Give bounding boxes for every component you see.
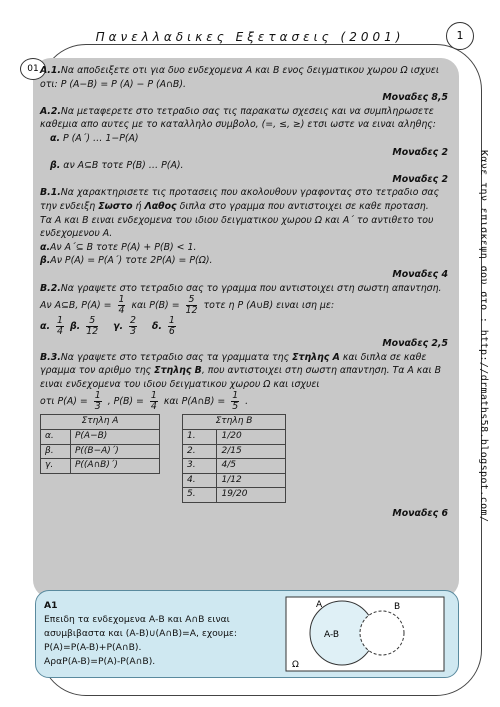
condition-text: , P(B) = bbox=[107, 396, 144, 408]
condition-text: οτι P(A) = bbox=[40, 396, 88, 408]
table-header-row bbox=[41, 415, 286, 430]
question-text: Να μεταφερετε στο τετραδιο σας τις παρακατω σχεσεις και να συμπληρωσετε καθεμια απο αυτες με το καταλληλο συμβολο, (=, ≤, ≥) ετσι ωστε να ειναι αληθης: bbox=[40, 105, 436, 131]
condition-text: Αν A⊆B, P(A) = bbox=[40, 300, 112, 312]
table-cell: 1/20 bbox=[217, 430, 286, 445]
set-a-label: A bbox=[316, 600, 323, 610]
option-label: γ. bbox=[113, 321, 124, 333]
condition-text: και P(A∩B) = bbox=[163, 396, 226, 408]
table-cell: 3. bbox=[183, 459, 217, 474]
column-header: Στηλη Α bbox=[41, 415, 160, 430]
page-number: 1 bbox=[446, 22, 474, 50]
item-label: α. bbox=[40, 241, 51, 253]
question-label: Β.3. bbox=[40, 351, 61, 363]
item-b1-b bbox=[40, 254, 448, 268]
item-text: Αν P(A) = P(A΄) τοτε 2P(A) = P(Ω). bbox=[50, 255, 213, 267]
table-cell: 2/15 bbox=[217, 444, 286, 459]
table-cell: β. bbox=[41, 444, 71, 459]
option-label: α. bbox=[40, 321, 51, 333]
side-link bbox=[477, 150, 491, 530]
item-text: Αν Α΄⊆ Β τοτε P(A) + P(B) < 1. bbox=[50, 241, 197, 253]
fraction: $\frac{1}{6}$ bbox=[168, 315, 175, 338]
answer-title: Α1 bbox=[44, 600, 58, 611]
page-title: Πανελλαδικες Εξετασεις (2001) bbox=[95, 30, 405, 44]
table-cell: P((B−A)΄) bbox=[70, 444, 159, 459]
table-cell: 19/20 bbox=[217, 488, 286, 503]
answer-text bbox=[44, 599, 280, 669]
condition-text: και P(B) = bbox=[131, 300, 180, 312]
table-cell: P((A∩B)΄) bbox=[70, 459, 159, 474]
b3-condition bbox=[40, 391, 448, 412]
blog-url-text: Κανε την επισκεψη σου στο : http://drmaths58.blogspot.com/ bbox=[478, 150, 489, 523]
table-cell: 5. bbox=[183, 488, 217, 503]
table-cell: α. bbox=[41, 430, 71, 445]
true-keyword: Σωστο bbox=[98, 200, 133, 212]
option-label: δ. bbox=[151, 321, 162, 333]
marks: Μοναδες 2 bbox=[392, 173, 448, 185]
item-label: β. bbox=[50, 160, 61, 172]
column-keyword: Στηλης Α bbox=[292, 351, 340, 363]
matching-table bbox=[40, 414, 286, 503]
answer-line: Επειδη τα ενδεχομενα Α-Β και Α∩Β ειναι bbox=[44, 614, 230, 625]
table-row bbox=[41, 488, 286, 503]
marks: Μοναδες 2 bbox=[392, 146, 448, 158]
set-b-circle bbox=[360, 611, 404, 655]
item-label: β. bbox=[40, 255, 51, 267]
question-text: και διπλα σε καθε γραμμα τον αριθμο της bbox=[40, 351, 427, 377]
question-b2 bbox=[40, 282, 448, 296]
venn-diagram bbox=[284, 595, 448, 673]
table-cell: 1. bbox=[183, 430, 217, 445]
table-cell: γ. bbox=[41, 459, 71, 474]
question-text: Να γραψετε στο τετραδιο σας το γραμμα που αντιστοιχει στη σωστη απαντηση. bbox=[60, 282, 442, 294]
item-a2-b bbox=[40, 159, 448, 173]
or-word: ή bbox=[135, 200, 142, 212]
question-label: Β.1. bbox=[40, 187, 61, 199]
question-text: , που αντιστοιχει στη σωστη απαντηση. Τα Α και Β ειναι ενδεχομενα του ιδιου δειγματικου χωρου Ω και ισχυει bbox=[40, 365, 442, 390]
question-text: διπλα στο γραμμα που αντιστοιχει σε καθε προταση. bbox=[179, 200, 429, 212]
condition-text: τοτε η P (A∪B) ειναι ιση με: bbox=[203, 300, 335, 312]
condition-text: . bbox=[245, 396, 249, 408]
exam-content bbox=[40, 64, 448, 521]
false-keyword: Λαθος bbox=[144, 200, 177, 212]
answer-box bbox=[35, 590, 459, 678]
table-cell: 4/5 bbox=[217, 459, 286, 474]
region-label: A-B bbox=[324, 630, 340, 640]
marks: Μοναδες 6 bbox=[392, 508, 448, 520]
fraction: $\frac{1}{5}$ bbox=[232, 390, 239, 413]
table-cell: 4. bbox=[183, 473, 217, 488]
b2-options bbox=[40, 316, 448, 337]
column-header: Στηλη Β bbox=[183, 415, 286, 430]
marks: Μοναδες 8,5 bbox=[382, 92, 448, 104]
fraction: $\frac{1}{4}$ bbox=[150, 390, 157, 413]
answer-line: P(A)=P(A-B)+P(A∩B). bbox=[44, 642, 142, 653]
fraction: $\frac{1}{4}$ bbox=[118, 294, 125, 317]
question-label: Β.2. bbox=[40, 282, 61, 294]
table-row bbox=[41, 444, 286, 459]
fraction: $\frac{5}{12}$ bbox=[86, 315, 99, 338]
question-text: Να γραψετε στο τετραδιο σας τα γραμματα της bbox=[60, 351, 290, 363]
table-row bbox=[41, 473, 286, 488]
item-label: α. bbox=[50, 132, 61, 144]
problem-badge: 01 bbox=[20, 58, 46, 80]
question-text: Να χαρακτηρισετε τις προτασεις που ακολουθουν γραφοντας στο τετραδιο σας την ενδειξη bbox=[40, 187, 440, 212]
question-b3 bbox=[40, 351, 448, 392]
question-label: Α.1. bbox=[40, 65, 61, 76]
table-cell: P(A−B) bbox=[70, 430, 159, 445]
answer-line: ΑραP(A-B)=P(A)-P(A∩B). bbox=[44, 656, 156, 667]
table-cell: 1/12 bbox=[217, 473, 286, 488]
question-intro: Τα Α και Β ειναι ενδεχομενα του ιδιου δειγματικου χωρου Ω και Α΄ το αντιθετο του ενδεχομενου Α. bbox=[40, 214, 434, 240]
question-b1 bbox=[40, 186, 448, 213]
omega-label: Ω bbox=[292, 660, 299, 670]
fraction: $\frac{1}{3}$ bbox=[94, 390, 101, 413]
item-b1-a bbox=[40, 241, 448, 255]
table-cell: 2. bbox=[183, 444, 217, 459]
item-text: αν A⊆B τοτε P(B) … P(A). bbox=[63, 160, 184, 172]
fraction: $\frac{1}{4}$ bbox=[57, 315, 63, 338]
table-row bbox=[41, 459, 286, 474]
column-keyword: Στηλης Β bbox=[154, 365, 202, 377]
answer-line: ασυμβιβαστα και (Α-Β)∪(Α∩Β)=Α, εχουμε: bbox=[44, 628, 237, 639]
item-a2-a bbox=[40, 132, 448, 146]
question-text: Να αποδειξετε οτι για δυο ενδεχομενα Α και Β ενος δειγματικου χωρου Ω ισχυει οτι: P (A−B) = P (A) − P (A∩B). bbox=[40, 65, 440, 90]
question-a1 bbox=[40, 64, 448, 91]
fraction: $\frac{5}{12}$ bbox=[185, 294, 198, 317]
table-row bbox=[41, 430, 286, 445]
option-label: β. bbox=[69, 321, 81, 333]
marks: Μοναδες 2,5 bbox=[382, 338, 448, 350]
fraction: $\frac{2}{3}$ bbox=[130, 315, 136, 338]
item-text: P (A΄) … 1−P(A) bbox=[63, 132, 139, 144]
set-b-label: B bbox=[394, 602, 401, 612]
question-a2 bbox=[40, 105, 448, 132]
question-label: Α.2. bbox=[40, 105, 61, 117]
marks: Μοναδες 4 bbox=[392, 268, 448, 280]
b2-condition bbox=[40, 295, 448, 316]
